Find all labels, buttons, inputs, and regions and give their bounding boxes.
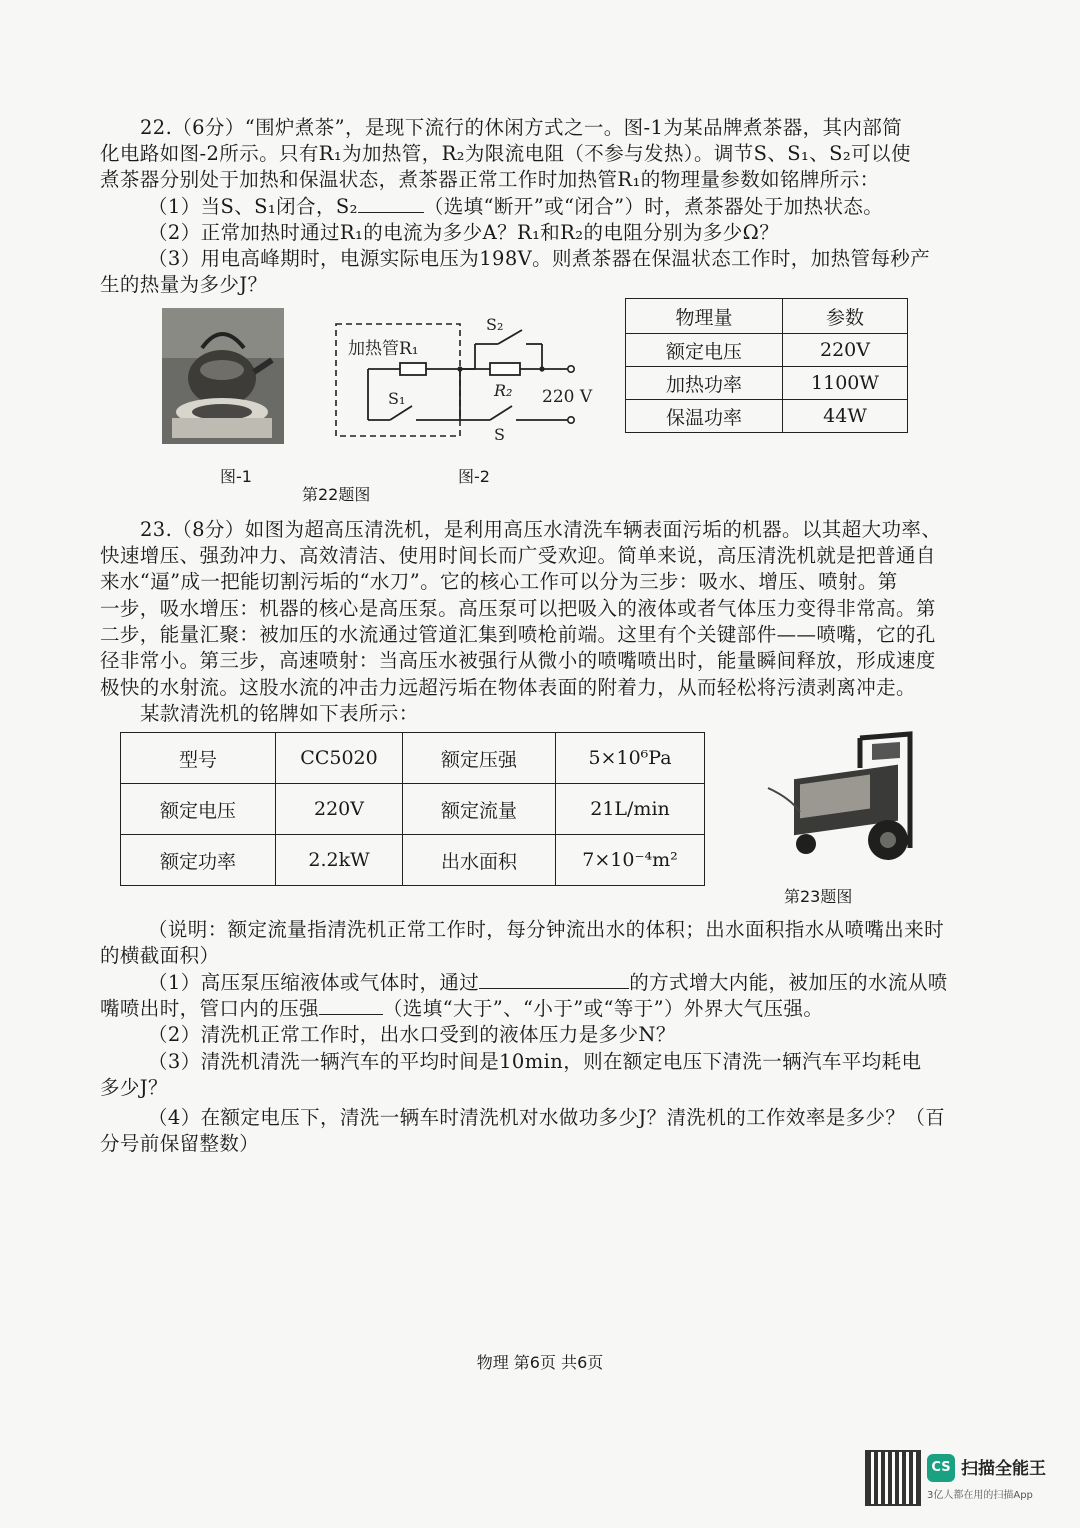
circuit-diagram <box>330 306 620 446</box>
q23-sub-4-cont: 分号前保留整数） <box>100 1132 260 1155</box>
kettle-illustration <box>162 308 284 444</box>
answer-blank[interactable] <box>319 996 383 1015</box>
q23-line-4: 一步，吸水增压：机器的核心是高压泵。高压泵可以把吸入的液体或者气体压力变得非常高。第 <box>100 597 936 620</box>
q23-line-5: 二步，能量汇聚：被加压的水流通过管道汇集到喷枪前端。这里有个关键部件——喷嘴，它的孔 <box>100 623 936 646</box>
table-cell: 保温功率 <box>626 400 783 433</box>
scanner-watermark <box>865 1450 1065 1510</box>
table-cell: 额定电压 <box>626 334 783 367</box>
q23-sub-1 <box>148 969 948 997</box>
table-cell: 型号 <box>121 733 276 784</box>
q22-sub-3: （3）用电高峰期时，电源实际电压为198V。则煮茶器在保温状态工作时，加热管每秒产 <box>148 247 931 270</box>
q22-nameplate-table <box>625 298 908 433</box>
scanner-app-name: 扫描全能王 <box>961 1459 1046 1479</box>
q23-sub-1b-end: （选填“大于”、“小于”或“等于”）外界大气压强。 <box>382 997 824 1020</box>
fig1-caption: 图-1 <box>220 467 252 486</box>
tea-kettle-photo <box>162 308 284 444</box>
heater-label: 加热管R₁ <box>348 339 419 359</box>
table-cell: CC5020 <box>276 733 403 784</box>
q22-line-1: 22.（6分）“围炉煮茶”，是现下流行的休闲方式之一。图-1为某品牌煮茶器，其内部简 <box>140 116 903 139</box>
table-header: 物理量 <box>626 299 783 334</box>
table-cell: 220V <box>276 784 403 835</box>
table-row <box>626 367 908 400</box>
q23-line-2: 快速增压、强劲冲力、高效清洁、使用时间长而广受欢迎。简单来说，高压清洗机就是把普通自 <box>100 544 936 567</box>
q23-line-7: 极快的水射流。这股水流的冲击力远超污垢在物体表面的附着力，从而轻松将污渍剥离冲走。 <box>100 676 916 699</box>
answer-blank[interactable] <box>358 194 424 213</box>
q23-sub-1-cont <box>100 995 823 1023</box>
q22-sub-2: （2）正常加热时通过R₁的电流为多少A？R₁和R₂的电阻分别为多少Ω？ <box>148 221 780 244</box>
table-cell: 220V <box>783 334 908 367</box>
q22-line-2: 化电路如图-2所示。只有R₁为加热管，R₂为限流电阻（不参与发热）。调节S、S₁、S₂可以使 <box>100 142 911 165</box>
table-cell: 7×10⁻⁴m² <box>556 835 705 886</box>
table-row <box>626 299 908 334</box>
table-row <box>626 334 908 367</box>
q23-sub-4: （4）在额定电压下，清洗一辆车时清洗机对水做功多少J？清洗机的工作效率是多少？（百 <box>148 1106 946 1129</box>
fig2-caption: 图-2 <box>458 467 490 486</box>
q23-line-1: 23.（8分）如图为超高压清洗机，是利用高压水清洗车辆表面污垢的机器。以其超大功率、 <box>140 518 942 541</box>
s2-label: S₂ <box>486 315 504 334</box>
q23-sub-3-cont: 多少J？ <box>100 1076 168 1099</box>
scanner-tagline: 3亿人都在用的扫描App <box>927 1490 1033 1501</box>
table-cell: 44W <box>783 400 908 433</box>
voltage-label: 220 V <box>542 387 593 407</box>
q22-sub-1-start: （1）当S、S₁闭合，S₂ <box>148 195 358 218</box>
q22-figure-title: 第22题图 <box>302 485 371 504</box>
table-cell: 额定功率 <box>121 835 276 886</box>
q23-sub-1-start: （1）高压泵压缩液体或气体时，通过 <box>148 971 480 994</box>
table-cell: 2.2kW <box>276 835 403 886</box>
q23-sub-3: （3）清洗机清洗一辆汽车的平均时间是10min，则在额定电压下清洗一辆汽车平均耗电 <box>148 1050 922 1073</box>
q23-nameplate-table <box>120 732 705 886</box>
s1-label: S₁ <box>388 389 406 408</box>
q23-line-6: 径非常小。第三步，高速喷射：当高压水被强行从微小的喷嘴喷出时，能量瞬间释放，形成速度 <box>100 649 936 672</box>
answer-blank[interactable] <box>479 970 629 989</box>
q23-note-2: 的横截面积） <box>100 944 220 967</box>
table-cell: 出水面积 <box>403 835 556 886</box>
table-cell: 额定电压 <box>121 784 276 835</box>
table-cell: 加热功率 <box>626 367 783 400</box>
page-footer: 物理 第6页 共6页 <box>476 1353 604 1372</box>
q23-sub-1-end: 的方式增大内能，被加压的水流从喷 <box>629 971 948 994</box>
table-cell: 额定压强 <box>403 733 556 784</box>
table-header: 参数 <box>783 299 908 334</box>
q22-sub-1-end: （选填“断开”或“闭合”）时，煮茶器处于加热状态。 <box>423 195 884 218</box>
qr-code-icon <box>865 1450 921 1506</box>
q23-sub-2: （2）清洗机正常工作时，出水口受到的液体压力是多少N？ <box>148 1023 676 1046</box>
pressure-washer-photo <box>760 728 920 868</box>
table-row <box>121 835 705 886</box>
q22-sub-3-cont: 生的热量为多少J？ <box>100 273 268 296</box>
q22-line-3: 煮茶器分别处于加热和保温状态，煮茶器正常工作时加热管R₁的物理量参数如铭牌所示： <box>100 168 880 191</box>
s-label: S <box>494 425 505 444</box>
q23-sub-1b-start: 嘴喷出时，管口内的压强 <box>100 997 319 1020</box>
camscanner-logo-icon: CS <box>927 1454 955 1482</box>
table-cell: 5×10⁶Pa <box>556 733 705 784</box>
r2-label: R₂ <box>494 381 513 400</box>
table-row <box>121 733 705 784</box>
table-cell: 21L/min <box>556 784 705 835</box>
table-cell: 1100W <box>783 367 908 400</box>
q23-figure-title: 第23题图 <box>784 887 853 906</box>
table-row <box>626 400 908 433</box>
q23-line-8: 某款清洗机的铭牌如下表所示： <box>140 702 419 725</box>
table-row <box>121 784 705 835</box>
q22-sub-1 <box>148 193 883 221</box>
q23-line-3: 来水“逼”成一把能切割污垢的“水刀”。它的核心工作可以分为三步：吸水、增压、喷射。第 <box>100 570 898 593</box>
table-cell: 额定流量 <box>403 784 556 835</box>
q23-note-1: （说明：额定流量指清洗机正常工作时，每分钟流出水的体积；出水面积指水从喷嘴出来时 <box>148 918 945 941</box>
